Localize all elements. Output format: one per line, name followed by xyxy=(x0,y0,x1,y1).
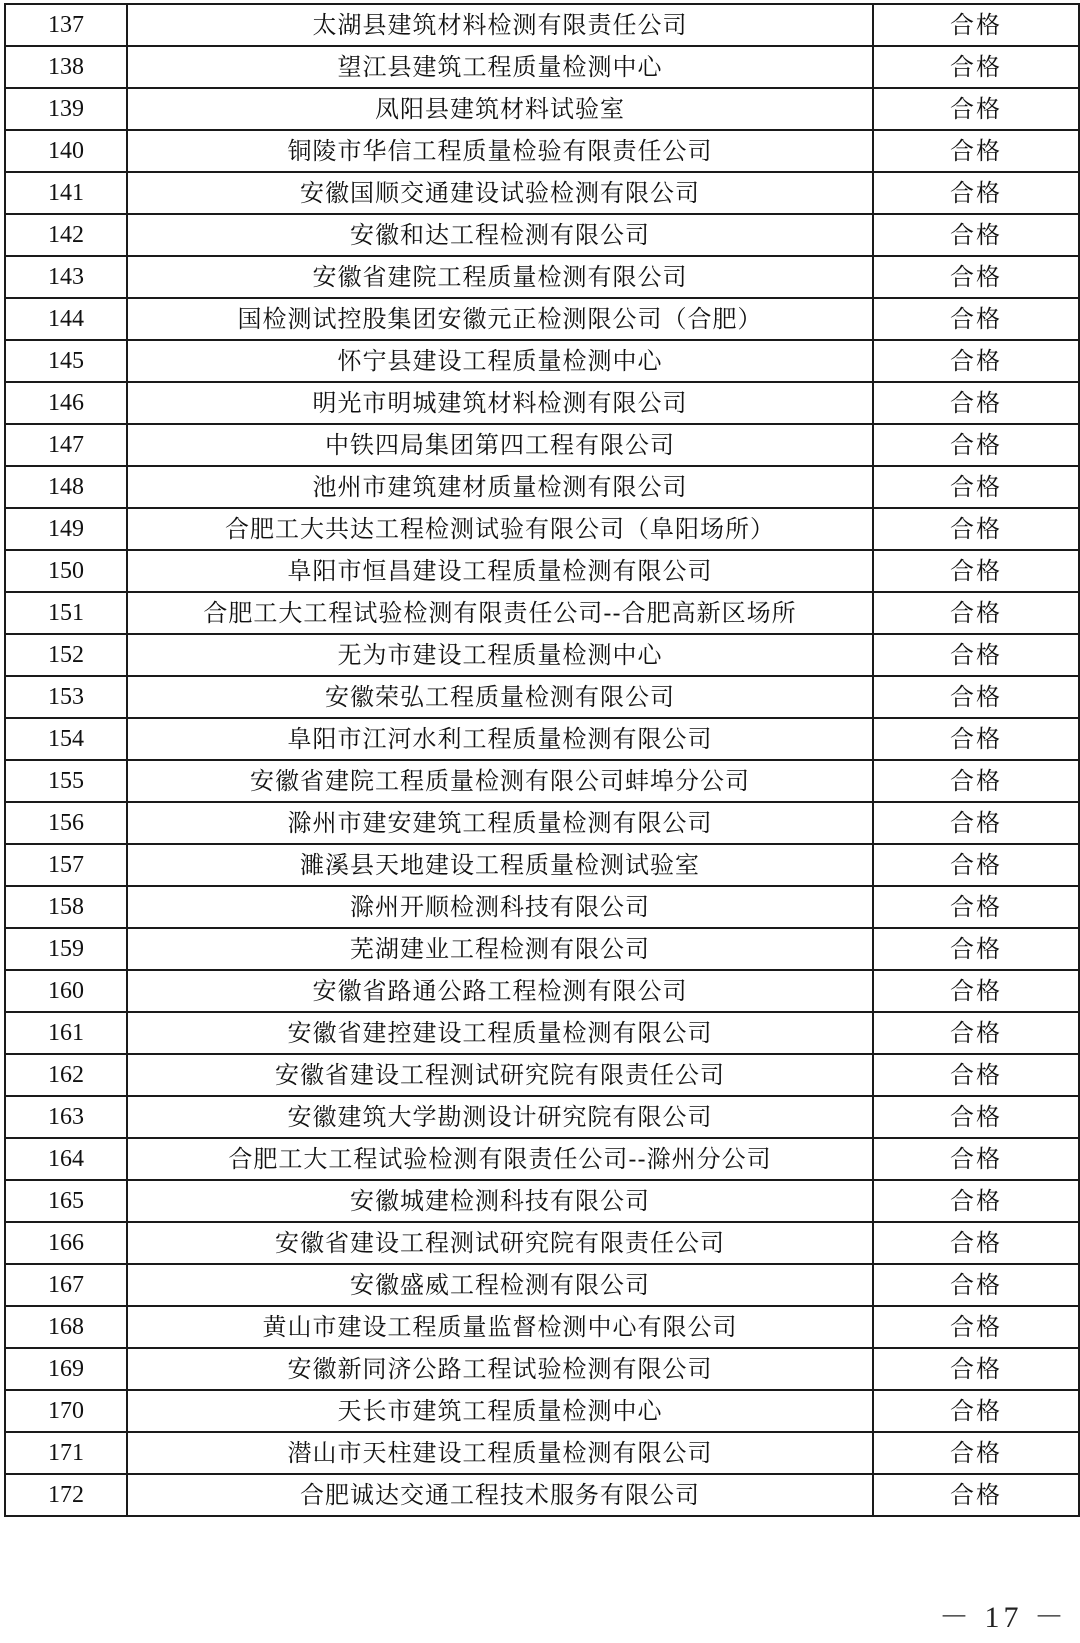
institution-name-cell: 铜陵市华信工程质量检验有限责任公司 xyxy=(127,130,873,172)
institution-name-cell: 合肥工大共达工程检测试验有限公司（阜阳场所） xyxy=(127,508,873,550)
row-number-cell: 172 xyxy=(5,1474,127,1516)
table-row xyxy=(5,970,1079,1012)
result-cell: 合格 xyxy=(873,1306,1079,1348)
institution-name-cell: 黄山市建设工程质量监督检测中心有限公司 xyxy=(127,1306,873,1348)
result-cell: 合格 xyxy=(873,466,1079,508)
result-cell: 合格 xyxy=(873,508,1079,550)
row-number-cell: 165 xyxy=(5,1180,127,1222)
result-cell: 合格 xyxy=(873,46,1079,88)
institution-name-cell: 安徽省路通公路工程检测有限公司 xyxy=(127,970,873,1012)
institution-name-cell: 潜山市天柱建设工程质量检测有限公司 xyxy=(127,1432,873,1474)
result-cell: 合格 xyxy=(873,928,1079,970)
institution-name-cell: 滁州开顺检测科技有限公司 xyxy=(127,886,873,928)
row-number-cell: 138 xyxy=(5,46,127,88)
institution-name-cell: 国检测试控股集团安徽元正检测限公司（合肥） xyxy=(127,298,873,340)
table-row xyxy=(5,1432,1079,1474)
row-number-cell: 159 xyxy=(5,928,127,970)
institution-name-cell: 合肥诚达交通工程技术服务有限公司 xyxy=(127,1474,873,1516)
row-number-cell: 140 xyxy=(5,130,127,172)
institution-name-cell: 凤阳县建筑材料试验室 xyxy=(127,88,873,130)
inspection-results-table xyxy=(4,3,1080,1517)
table-row xyxy=(5,1264,1079,1306)
institution-name-cell: 安徽盛威工程检测有限公司 xyxy=(127,1264,873,1306)
result-cell: 合格 xyxy=(873,886,1079,928)
row-number-cell: 155 xyxy=(5,760,127,802)
table-row xyxy=(5,676,1079,718)
table-row xyxy=(5,844,1079,886)
table-row xyxy=(5,1390,1079,1432)
page-number: － 17 － xyxy=(939,1601,1068,1634)
institution-name-cell: 濉溪县天地建设工程质量检测试验室 xyxy=(127,844,873,886)
institution-name-cell: 太湖县建筑材料检测有限责任公司 xyxy=(127,4,873,46)
row-number-cell: 142 xyxy=(5,214,127,256)
institution-name-cell: 安徽省建院工程质量检测有限公司蚌埠分公司 xyxy=(127,760,873,802)
row-number-cell: 151 xyxy=(5,592,127,634)
institution-name-cell: 安徽国顺交通建设试验检测有限公司 xyxy=(127,172,873,214)
row-number-cell: 149 xyxy=(5,508,127,550)
institution-name-cell: 安徽城建检测科技有限公司 xyxy=(127,1180,873,1222)
result-cell: 合格 xyxy=(873,1096,1079,1138)
result-cell: 合格 xyxy=(873,676,1079,718)
institution-name-cell: 合肥工大工程试验检测有限责任公司--合肥高新区场所 xyxy=(127,592,873,634)
institution-name-cell: 怀宁县建设工程质量检测中心 xyxy=(127,340,873,382)
table-row xyxy=(5,1222,1079,1264)
row-number-cell: 162 xyxy=(5,1054,127,1096)
table-row xyxy=(5,1474,1079,1516)
table-row xyxy=(5,1180,1079,1222)
result-cell: 合格 xyxy=(873,1390,1079,1432)
result-cell: 合格 xyxy=(873,1138,1079,1180)
table-row xyxy=(5,508,1079,550)
institution-name-cell: 安徽省建设工程测试研究院有限责任公司 xyxy=(127,1222,873,1264)
institution-name-cell: 安徽和达工程检测有限公司 xyxy=(127,214,873,256)
result-cell: 合格 xyxy=(873,214,1079,256)
table-row xyxy=(5,1348,1079,1390)
row-number-cell: 144 xyxy=(5,298,127,340)
row-number-cell: 158 xyxy=(5,886,127,928)
table-row xyxy=(5,1012,1079,1054)
row-number-cell: 160 xyxy=(5,970,127,1012)
result-cell: 合格 xyxy=(873,1222,1079,1264)
row-number-cell: 152 xyxy=(5,634,127,676)
institution-name-cell: 安徽建筑大学勘测设计研究院有限公司 xyxy=(127,1096,873,1138)
row-number-cell: 154 xyxy=(5,718,127,760)
row-number-cell: 169 xyxy=(5,1348,127,1390)
row-number-cell: 168 xyxy=(5,1306,127,1348)
row-number-cell: 161 xyxy=(5,1012,127,1054)
row-number-cell: 153 xyxy=(5,676,127,718)
table-row xyxy=(5,172,1079,214)
institution-name-cell: 安徽荣弘工程质量检测有限公司 xyxy=(127,676,873,718)
table-row xyxy=(5,256,1079,298)
table-row xyxy=(5,466,1079,508)
table-row xyxy=(5,130,1079,172)
row-number-cell: 150 xyxy=(5,550,127,592)
institution-name-cell: 滁州市建安建筑工程质量检测有限公司 xyxy=(127,802,873,844)
table-row xyxy=(5,802,1079,844)
table-row xyxy=(5,1096,1079,1138)
result-cell: 合格 xyxy=(873,1432,1079,1474)
table-row xyxy=(5,760,1079,802)
table-row xyxy=(5,214,1079,256)
table-row xyxy=(5,592,1079,634)
result-cell: 合格 xyxy=(873,760,1079,802)
table-row xyxy=(5,550,1079,592)
row-number-cell: 167 xyxy=(5,1264,127,1306)
row-number-cell: 163 xyxy=(5,1096,127,1138)
row-number-cell: 145 xyxy=(5,340,127,382)
result-cell: 合格 xyxy=(873,970,1079,1012)
result-cell: 合格 xyxy=(873,844,1079,886)
result-cell: 合格 xyxy=(873,88,1079,130)
row-number-cell: 148 xyxy=(5,466,127,508)
result-cell: 合格 xyxy=(873,1264,1079,1306)
result-cell: 合格 xyxy=(873,424,1079,466)
table-row xyxy=(5,382,1079,424)
result-cell: 合格 xyxy=(873,718,1079,760)
row-number-cell: 147 xyxy=(5,424,127,466)
row-number-cell: 157 xyxy=(5,844,127,886)
table-row xyxy=(5,886,1079,928)
institution-name-cell: 芜湖建业工程检测有限公司 xyxy=(127,928,873,970)
result-cell: 合格 xyxy=(873,592,1079,634)
institution-name-cell: 安徽省建控建设工程质量检测有限公司 xyxy=(127,1012,873,1054)
institution-name-cell: 安徽省建院工程质量检测有限公司 xyxy=(127,256,873,298)
institution-name-cell: 天长市建筑工程质量检测中心 xyxy=(127,1390,873,1432)
result-cell: 合格 xyxy=(873,634,1079,676)
institution-name-cell: 无为市建设工程质量检测中心 xyxy=(127,634,873,676)
row-number-cell: 171 xyxy=(5,1432,127,1474)
table-row xyxy=(5,46,1079,88)
result-cell: 合格 xyxy=(873,802,1079,844)
institution-name-cell: 合肥工大工程试验检测有限责任公司--滁州分公司 xyxy=(127,1138,873,1180)
table-row xyxy=(5,88,1079,130)
result-cell: 合格 xyxy=(873,4,1079,46)
row-number-cell: 139 xyxy=(5,88,127,130)
institution-name-cell: 望江县建筑工程质量检测中心 xyxy=(127,46,873,88)
table-body xyxy=(5,4,1079,1516)
table-row xyxy=(5,298,1079,340)
row-number-cell: 143 xyxy=(5,256,127,298)
result-cell: 合格 xyxy=(873,340,1079,382)
row-number-cell: 166 xyxy=(5,1222,127,1264)
row-number-cell: 156 xyxy=(5,802,127,844)
result-cell: 合格 xyxy=(873,172,1079,214)
institution-name-cell: 安徽新同济公路工程试验检测有限公司 xyxy=(127,1348,873,1390)
result-cell: 合格 xyxy=(873,1474,1079,1516)
result-cell: 合格 xyxy=(873,1012,1079,1054)
table-row xyxy=(5,1306,1079,1348)
institution-name-cell: 阜阳市江河水利工程质量检测有限公司 xyxy=(127,718,873,760)
row-number-cell: 146 xyxy=(5,382,127,424)
row-number-cell: 141 xyxy=(5,172,127,214)
result-cell: 合格 xyxy=(873,1054,1079,1096)
table-row xyxy=(5,340,1079,382)
result-cell: 合格 xyxy=(873,550,1079,592)
institution-name-cell: 阜阳市恒昌建设工程质量检测有限公司 xyxy=(127,550,873,592)
table-row xyxy=(5,718,1079,760)
table-row xyxy=(5,1138,1079,1180)
row-number-cell: 137 xyxy=(5,4,127,46)
result-cell: 合格 xyxy=(873,130,1079,172)
result-cell: 合格 xyxy=(873,298,1079,340)
result-cell: 合格 xyxy=(873,382,1079,424)
row-number-cell: 170 xyxy=(5,1390,127,1432)
institution-name-cell: 明光市明城建筑材料检测有限公司 xyxy=(127,382,873,424)
institution-name-cell: 中铁四局集团第四工程有限公司 xyxy=(127,424,873,466)
row-number-cell: 164 xyxy=(5,1138,127,1180)
institution-name-cell: 池州市建筑建材质量检测有限公司 xyxy=(127,466,873,508)
table-row xyxy=(5,4,1079,46)
table-row xyxy=(5,1054,1079,1096)
table-row xyxy=(5,424,1079,466)
table-row xyxy=(5,634,1079,676)
result-cell: 合格 xyxy=(873,1348,1079,1390)
result-cell: 合格 xyxy=(873,1180,1079,1222)
table-row xyxy=(5,928,1079,970)
result-cell: 合格 xyxy=(873,256,1079,298)
institution-name-cell: 安徽省建设工程测试研究院有限责任公司 xyxy=(127,1054,873,1096)
